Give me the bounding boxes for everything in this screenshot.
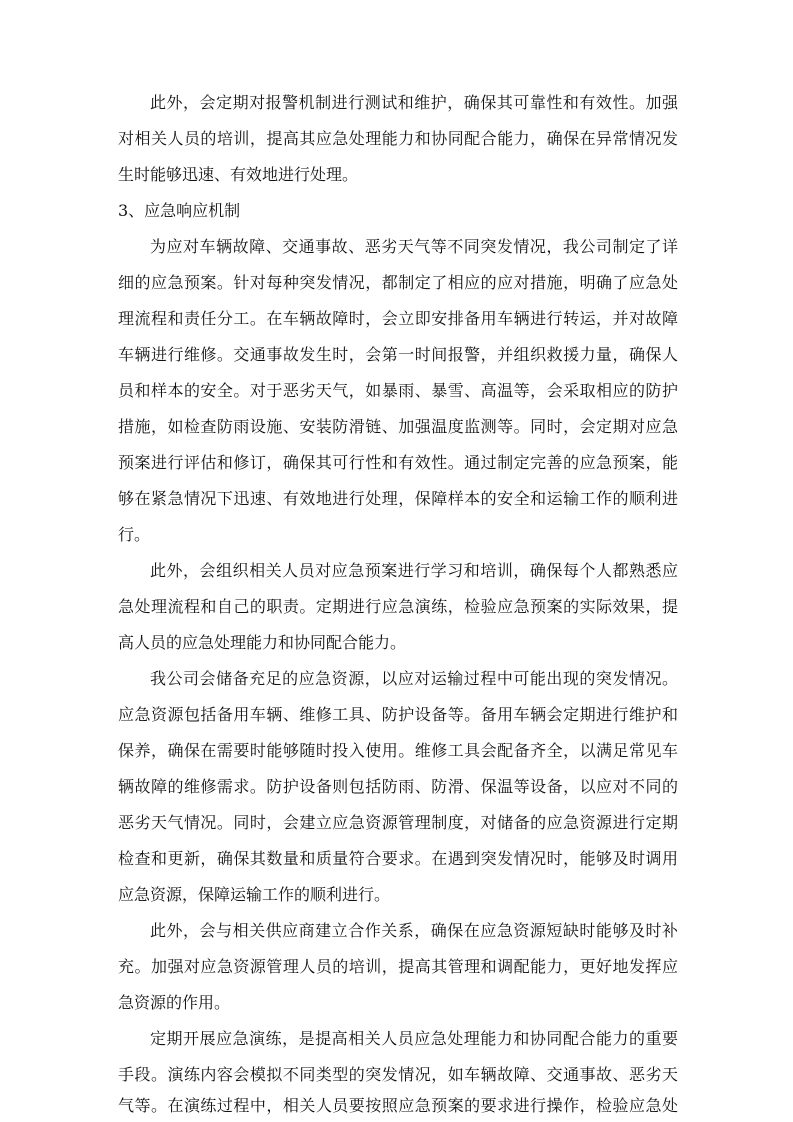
paragraph-2-line-8: 够在紧急情况下迅速、有效地进行处理，保障样本的安全和运输工作的顺利进 <box>118 489 678 508</box>
paragraph-2-line-4: 车辆进行维修。交通事故发生时，会第一时间报警，并组织救援力量，确保人 <box>118 345 678 364</box>
paragraph-5-line-3: 急资源的作用。 <box>118 993 231 1012</box>
paragraph-1-line-3: 生时能够迅速、有效地进行处理。 <box>118 165 359 184</box>
paragraph-2-line-5: 员和样本的安全。对于恶劣天气，如暴雨、暴雪、高温等，会采取相应的防护 <box>118 381 678 400</box>
paragraph-4-line-3: 保养，确保在需要时能够随时投入使用。维修工具会配备齐全，以满足常见车 <box>118 741 678 760</box>
section-heading: 3、应急响应机制 <box>118 201 241 220</box>
paragraph-2-line-2: 细的应急预案。针对每种突发情况，都制定了相应的应对措施，明确了应急处 <box>118 273 678 292</box>
paragraph-4-line-7: 应急资源，保障运输工作的顺利进行。 <box>118 885 391 904</box>
paragraph-2-line-1: 为应对车辆故障、交通事故、恶劣天气等不同突发情况，我公司制定了详 <box>150 237 678 256</box>
paragraph-2-line-6: 措施，如检查防雨设施、安装防滑链、加强温度监测等。同时，会定期对应急 <box>118 417 678 436</box>
paragraph-6-line-3: 气等。在演练过程中，相关人员要按照应急预案的要求进行操作，检验应急处 <box>118 1096 678 1115</box>
paragraph-4-line-6: 检查和更新，确保其数量和质量符合要求。在遇到突发情况时，能够及时调用 <box>118 849 678 868</box>
paragraph-6-line-1: 定期开展应急演练，是提高相关人员应急处理能力和协同配合能力的重要 <box>150 1029 678 1048</box>
paragraph-4-line-4: 辆故障的维修需求。防护设备则包括防雨、防滑、保温等设备，以应对不同的 <box>118 777 678 796</box>
paragraph-1-line-2: 对相关人员的培训，提高其应急处理能力和协同配合能力，确保在异常情况发 <box>118 129 678 148</box>
paragraph-2-line-7: 预案进行评估和修订，确保其可行性和有效性。通过制定完善的应急预案，能 <box>118 453 678 472</box>
paragraph-3-line-1: 此外，会组织相关人员对应急预案进行学习和培训，确保每个人都熟悉应 <box>150 561 678 580</box>
paragraph-5-line-1: 此外，会与相关供应商建立合作关系，确保在应急资源短缺时能够及时补 <box>150 921 678 940</box>
paragraph-2-line-3: 理流程和责任分工。在车辆故障时，会立即安排备用车辆进行转运，并对故障 <box>118 309 678 328</box>
paragraph-3-line-2: 急处理流程和自己的职责。定期进行应急演练，检验应急预案的实际效果，提 <box>118 597 678 616</box>
paragraph-1-line-1: 此外，会定期对报警机制进行测试和维护，确保其可靠性和有效性。加强 <box>150 93 678 112</box>
paragraph-2-line-9: 行。 <box>118 525 151 544</box>
paragraph-4-line-5: 恶劣天气情况。同时，会建立应急资源管理制度，对储备的应急资源进行定期 <box>118 813 678 832</box>
paragraph-4-line-2: 应急资源包括备用车辆、维修工具、防护设备等。备用车辆会定期进行维护和 <box>118 705 678 724</box>
paragraph-5-line-2: 充。加强对应急资源管理人员的培训，提高其管理和调配能力，更好地发挥应 <box>118 957 678 976</box>
paragraph-3-line-3: 高人员的应急处理能力和协同配合能力。 <box>118 633 407 652</box>
paragraph-4-line-1: 我公司会储备充足的应急资源，以应对运输过程中可能出现的突发情况。 <box>150 669 678 688</box>
paragraph-6-line-2: 手段。演练内容会模拟不同类型的突发情况，如车辆故障、交通事故、恶劣天 <box>118 1065 678 1084</box>
